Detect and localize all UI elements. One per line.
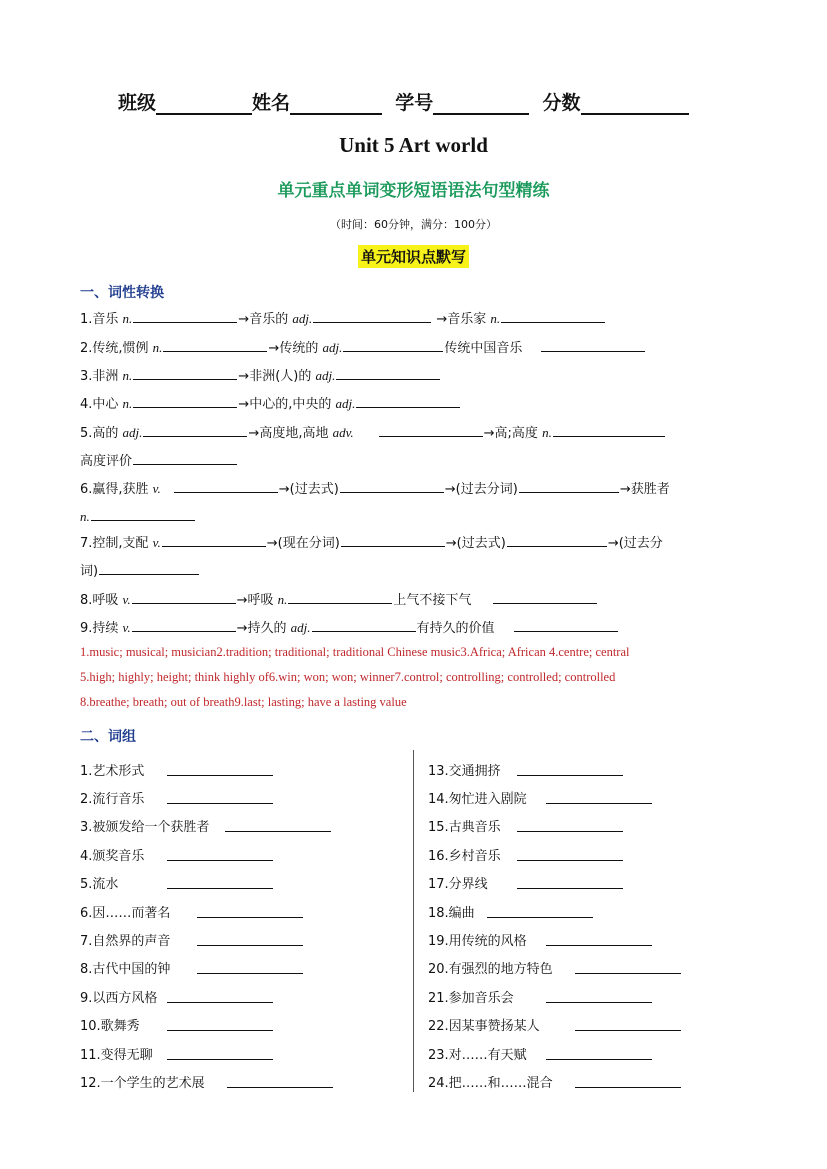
phrase-label: 8.古代中国的钟 [80,962,171,977]
id-label: 学号 [395,92,434,114]
word-form-row: 4.中心 n. →中心的,中央的 adj. [80,393,461,412]
phrase-label: 9.以西方风格 [80,991,158,1006]
word-form-row: 5.高的 adj. →高度地,高地 adv. →高;高度 n. [80,422,666,441]
phrase-label: 14.匆忙进入剧院 [428,792,527,807]
phrase-label: 7.自然界的声音 [80,934,171,949]
answer-blank[interactable] [174,478,278,493]
phrase-label: 17.分界线 [428,877,488,892]
phrase-label: 3.被颁发给一个获胜者 [80,820,210,835]
phrase-answer-blank[interactable] [167,988,273,1003]
name-field[interactable] [290,91,382,115]
phrase-item [428,987,514,1006]
phrase-label: 19.用传统的风格 [428,934,527,949]
phrase-label: 24.把……和……混合 [428,1076,553,1091]
answer-blank[interactable] [553,422,665,437]
answer-blank[interactable] [507,532,607,547]
phrase-item [80,760,144,779]
phrase-item [428,873,488,892]
answer-blank[interactable] [340,478,444,493]
phrase-answer-blank[interactable] [575,959,681,974]
phrase-label: 13.交通拥挤 [428,764,501,779]
phrase-item [80,930,170,949]
phrase-answer-blank[interactable] [546,931,652,946]
id-field[interactable] [433,91,529,115]
word-form-row: n. [80,506,196,525]
class-field[interactable] [156,91,252,115]
phrase-item [428,788,527,807]
answer-blank[interactable] [336,365,440,380]
phrase-answer-blank[interactable] [517,874,623,889]
word-form-row: 7.控制,支配 v. →(现在分词) →(过去式) →(过去分 [80,532,663,551]
score-field[interactable] [581,91,689,115]
answer-blank[interactable] [379,422,483,437]
answer-blank[interactable] [133,393,237,408]
word-form-row: 8.呼吸 v. →呼吸 n. 上气不接下气 [80,589,598,608]
phrase-answer-blank[interactable] [167,1016,273,1031]
phrase-answer-blank[interactable] [517,761,623,776]
answer-blank[interactable] [99,560,199,575]
phrase-label: 23.对……有天赋 [428,1048,527,1063]
word-form-row: 6.赢得,获胜 v. →(过去式) →(过去分词) →获胜者 [80,478,670,497]
phrase-item [80,1044,153,1063]
phrase-answer-blank[interactable] [225,817,331,832]
answer-blank[interactable] [132,617,236,632]
word-form-row: 9.持续 v. →持久的 adj. 有持久的价值 [80,617,619,636]
phrase-item [428,816,501,835]
phrase-answer-blank[interactable] [197,903,303,918]
phrase-answer-blank[interactable] [167,761,273,776]
answer-blank[interactable] [312,617,416,632]
answer-blank[interactable] [143,422,247,437]
answer-blank[interactable] [341,532,445,547]
phrase-label: 1.艺术形式 [80,764,145,779]
answer-key-line: 8.breathe; breath; out of breath9.last; lasting; have a lasting value [80,695,407,709]
phrase-label: 2.流行音乐 [80,792,145,807]
phrase-answer-blank[interactable] [546,988,652,1003]
phrase-answer-blank[interactable] [167,874,273,889]
answer-blank[interactable] [133,450,237,465]
phrase-label: 15.古典音乐 [428,820,501,835]
answer-blank[interactable] [343,337,443,352]
word-form-row: 1.音乐 n. →音乐的 adj. →音乐家 n. [80,308,606,327]
phrase-item [428,845,501,864]
phrase-item [80,816,209,835]
student-info-line [118,88,689,115]
phrase-answer-blank[interactable] [197,931,303,946]
answer-blank[interactable] [133,308,237,323]
answer-blank[interactable] [288,589,392,604]
phrase-answer-blank[interactable] [487,903,593,918]
answer-blank[interactable] [493,589,597,604]
phrase-item [80,1072,205,1091]
answer-blank[interactable] [501,308,605,323]
answer-blank[interactable] [162,532,266,547]
answer-blank[interactable] [514,617,618,632]
answer-blank[interactable] [133,365,237,380]
page-subtitle: 单元重点单词变形短语语法句型精练 [277,181,550,201]
answer-key-line: 1.music; musical; musician2.tradition; traditional; traditional Chinese music3.Africa; African 4.centre; central [80,645,630,659]
phrase-label: 21.参加音乐会 [428,991,514,1006]
phrase-answer-blank[interactable] [197,959,303,974]
phrase-label: 20.有强烈的地方特色 [428,962,553,977]
phrase-answer-blank[interactable] [167,846,273,861]
highlight-heading: 单元知识点默写 [358,245,469,268]
answer-blank[interactable] [163,337,267,352]
word-form-row: 词) [80,560,200,579]
phrase-item [428,1015,540,1034]
phrase-item [428,930,527,949]
phrase-label: 12.一个学生的艺术展 [80,1076,205,1091]
word-form-row: 2.传统,惯例 n. →传统的 adj. 传统中国音乐 [80,337,646,356]
column-divider [413,750,414,1092]
word-form-row: 3.非洲 n. →非洲(人)的 adj. [80,365,441,384]
phrase-item [428,902,475,921]
phrase-item [80,788,144,807]
phrase-label: 5.流水 [80,877,119,892]
section2-title: 二、词组 [80,729,136,745]
answer-key-line: 5.high; highly; height; think highly of6.win; won; won; winner7.control; controlling; controlled; controlled [80,670,616,684]
phrase-label: 22.因某事赞扬某人 [428,1019,540,1034]
phrase-answer-blank[interactable] [227,1073,333,1088]
class-label: 班级 [118,92,157,114]
phrase-item [80,845,144,864]
phrase-answer-blank[interactable] [546,1045,652,1060]
phrase-label: 16.乡村音乐 [428,849,501,864]
answer-blank[interactable] [91,506,195,521]
phrase-item [428,1044,527,1063]
phrase-item [80,902,170,921]
time-note: （时间：60分钟，满分：100分） [330,218,497,231]
phrase-label: 4.颁奖音乐 [80,849,145,864]
name-label: 姓名 [252,92,291,114]
phrase-label: 11.变得无聊 [80,1048,153,1063]
score-label: 分数 [542,92,581,114]
phrase-item [80,1015,140,1034]
phrase-answer-blank[interactable] [546,789,652,804]
page-title: Unit 5 Art world [339,133,488,157]
phrase-answer-blank[interactable] [167,789,273,804]
phrase-answer-blank[interactable] [517,846,623,861]
phrase-answer-blank[interactable] [517,817,623,832]
phrase-item [80,873,118,892]
phrase-label: 10.歌舞秀 [80,1019,140,1034]
answer-blank[interactable] [356,393,460,408]
phrase-answer-blank[interactable] [575,1016,681,1031]
section1-title: 一、词性转换 [80,285,164,301]
phrase-label: 6.因……而著名 [80,906,171,921]
phrase-answer-blank[interactable] [167,1045,273,1060]
answer-blank[interactable] [132,589,236,604]
answer-blank[interactable] [541,337,645,352]
answer-blank[interactable] [313,308,431,323]
phrase-item [428,958,553,977]
phrase-label: 18.编曲 [428,906,475,921]
phrase-item [428,760,501,779]
phrase-item [80,958,170,977]
answer-blank[interactable] [519,478,619,493]
phrase-item [80,987,157,1006]
word-form-row: 高度评价 [80,450,238,469]
phrase-item [428,1072,553,1091]
phrase-answer-blank[interactable] [575,1073,681,1088]
